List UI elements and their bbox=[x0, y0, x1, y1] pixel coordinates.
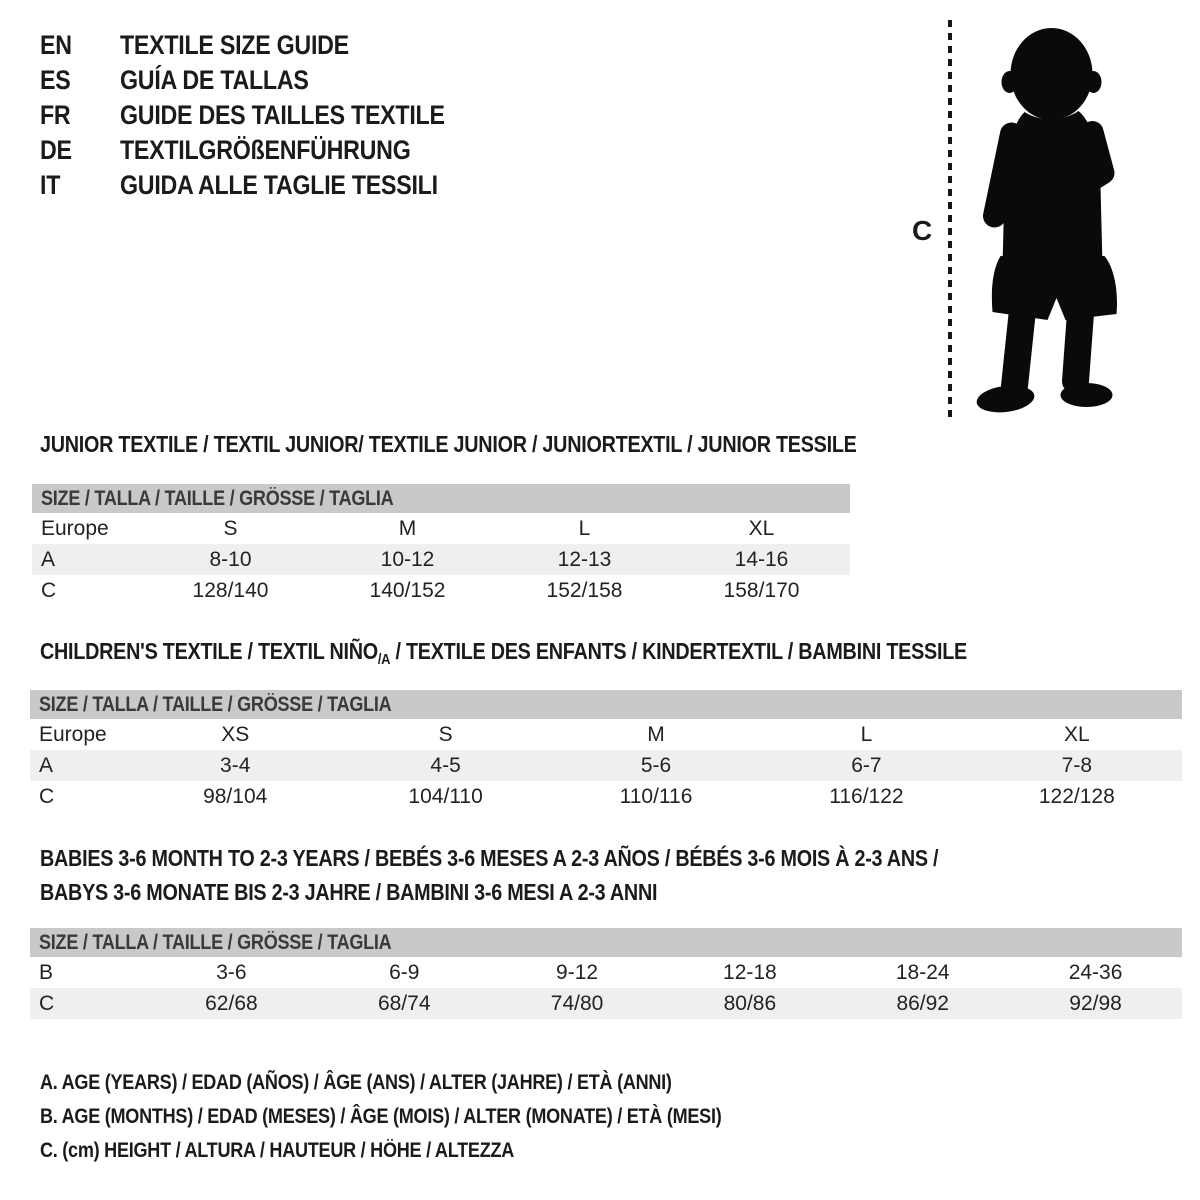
language-row-it bbox=[40, 168, 498, 203]
babies-size-table bbox=[30, 928, 1182, 1019]
table-cell: 104/110 bbox=[408, 784, 483, 808]
table-cell: 110/116 bbox=[619, 784, 693, 808]
table-row bbox=[32, 575, 850, 606]
language-row-es bbox=[40, 63, 498, 98]
language-code: IT bbox=[40, 170, 61, 200]
row-label: Europe bbox=[39, 722, 107, 746]
table-cell: 122/128 bbox=[1038, 784, 1115, 808]
guide-title-en: TEXTILE SIZE GUIDE bbox=[120, 30, 349, 60]
table-cell: L bbox=[578, 516, 591, 540]
row-label: C bbox=[41, 578, 57, 602]
height-measure-label: C bbox=[912, 215, 933, 246]
row-label: A bbox=[39, 753, 54, 777]
table-cell: 86/92 bbox=[896, 991, 949, 1015]
table-cell: 18-24 bbox=[895, 960, 950, 984]
nino-a-subscript: /A bbox=[377, 651, 391, 668]
table-cell: XL bbox=[1063, 722, 1090, 746]
table-cell: 128/140 bbox=[192, 578, 269, 602]
table-cell: 5-6 bbox=[640, 753, 672, 777]
table-cell: 8-10 bbox=[209, 547, 252, 571]
language-code: ES bbox=[40, 65, 71, 95]
guide-title-es: GUÍA DE TALLAS bbox=[120, 65, 309, 95]
table-cell: 98/104 bbox=[203, 784, 268, 808]
table-cell: 12-18 bbox=[723, 960, 777, 984]
size-header-bar bbox=[32, 484, 850, 513]
table-cell: 7-8 bbox=[1061, 753, 1092, 777]
size-header-bar bbox=[30, 928, 1182, 957]
junior-section-title: JUNIOR TEXTILE / TEXTIL JUNIOR/ TEXTILE JUNIOR / JUNIORTEXTIL / JUNIOR TESSILE bbox=[40, 431, 857, 457]
table-cell: 140/152 bbox=[369, 578, 446, 602]
guide-title-it: GUIDA ALLE TAGLIE TESSILI bbox=[120, 170, 438, 200]
language-code: FR bbox=[40, 100, 71, 130]
table-cell: XS bbox=[221, 722, 250, 746]
row-label: C bbox=[39, 991, 55, 1015]
table-row bbox=[30, 988, 1182, 1019]
table-cell: S bbox=[223, 516, 238, 540]
table-cell: 116/122 bbox=[829, 784, 904, 808]
language-row-de bbox=[40, 133, 498, 168]
table-cell: 10-12 bbox=[380, 547, 435, 571]
table-cell: 14-16 bbox=[734, 547, 789, 571]
table-cell: L bbox=[860, 722, 873, 746]
row-label: C bbox=[39, 784, 55, 808]
table-cell: XL bbox=[748, 516, 775, 540]
language-code: DE bbox=[40, 135, 72, 165]
table-cell: 152/158 bbox=[546, 578, 623, 602]
language-title-list bbox=[40, 28, 498, 203]
table-row bbox=[30, 781, 1182, 812]
language-row-fr bbox=[40, 98, 498, 133]
guide-title-de: TEXTILGRÖßENFÜHRUNG bbox=[120, 135, 411, 165]
table-cell: 62/68 bbox=[205, 991, 258, 1015]
babies-section-title-line2: BABYS 3-6 MONATE BIS 2-3 JAHRE / BAMBINI 3-6 MESI A 2-3 ANNI bbox=[40, 879, 658, 905]
row-label: Europe bbox=[41, 516, 109, 540]
table-row bbox=[32, 544, 850, 575]
height-dashed-line bbox=[948, 20, 952, 417]
table-cell: 6-7 bbox=[851, 753, 882, 777]
footnote-age-years: A. AGE (YEARS) / EDAD (AÑOS) / ÂGE (ANS) / ALTER (JAHRE) / ETÀ (ANNI) bbox=[40, 1071, 672, 1094]
table-cell: S bbox=[438, 722, 453, 746]
language-row-en bbox=[40, 28, 498, 63]
row-label: B bbox=[39, 960, 54, 984]
table-row bbox=[32, 513, 850, 544]
table-cell: 74/80 bbox=[550, 991, 604, 1015]
table-cell: 12-13 bbox=[557, 547, 612, 571]
footnote-age-months: B. AGE (MONTHS) / EDAD (MESES) / ÂGE (MOIS) / ALTER (MONATE) / ETÀ (MESI) bbox=[40, 1105, 722, 1128]
guide-title-fr: GUIDE DES TAILLES TEXTILE bbox=[120, 100, 445, 130]
size-header-label: SIZE / TALLA / TAILLE / GRÖSSE / TAGLIA bbox=[41, 486, 394, 510]
toddler-silhouette-icon bbox=[963, 20, 1141, 420]
language-code: EN bbox=[40, 30, 72, 60]
table-cell: 158/170 bbox=[723, 578, 800, 602]
table-row bbox=[30, 719, 1182, 750]
table-cell: 4-5 bbox=[430, 753, 461, 777]
table-row bbox=[30, 957, 1182, 988]
babies-section-title-line1: BABIES 3-6 MONTH TO 2-3 YEARS / BEBÉS 3-6 MESES A 2-3 AÑOS / BÉBÉS 3-6 MOIS À 2-3 ANS / bbox=[40, 845, 939, 871]
table-cell: 3-6 bbox=[216, 960, 247, 984]
footnote-height-cm: C. (cm) HEIGHT / ALTURA / HAUTEUR / HÖHE / ALTEZZA bbox=[40, 1139, 515, 1162]
table-cell: 6-9 bbox=[389, 960, 420, 984]
children-section-title: CHILDREN'S TEXTILE / TEXTIL $NIÑO_{/A}$ / TEXTILE DES ENFANTS / KINDERTEXTIL / BAMBINI TESSILE bbox=[40, 638, 967, 668]
table-cell: M bbox=[398, 516, 417, 540]
junior-size-table bbox=[32, 484, 850, 606]
table-row bbox=[30, 750, 1182, 781]
table-cell: 68/74 bbox=[377, 991, 431, 1015]
table-cell: 9-12 bbox=[556, 960, 599, 984]
size-header-bar bbox=[30, 690, 1182, 719]
table-cell: M bbox=[647, 722, 665, 746]
children-size-table bbox=[30, 690, 1182, 812]
table-cell: 80/86 bbox=[723, 991, 777, 1015]
size-header-label: SIZE / TALLA / TAILLE / GRÖSSE / TAGLIA bbox=[39, 930, 392, 954]
table-cell: 3-4 bbox=[220, 753, 251, 777]
table-cell: 24-36 bbox=[1068, 960, 1123, 984]
row-label: A bbox=[41, 547, 56, 571]
size-header-label: SIZE / TALLA / TAILLE / GRÖSSE / TAGLIA bbox=[39, 692, 392, 716]
table-cell: 92/98 bbox=[1069, 991, 1122, 1015]
